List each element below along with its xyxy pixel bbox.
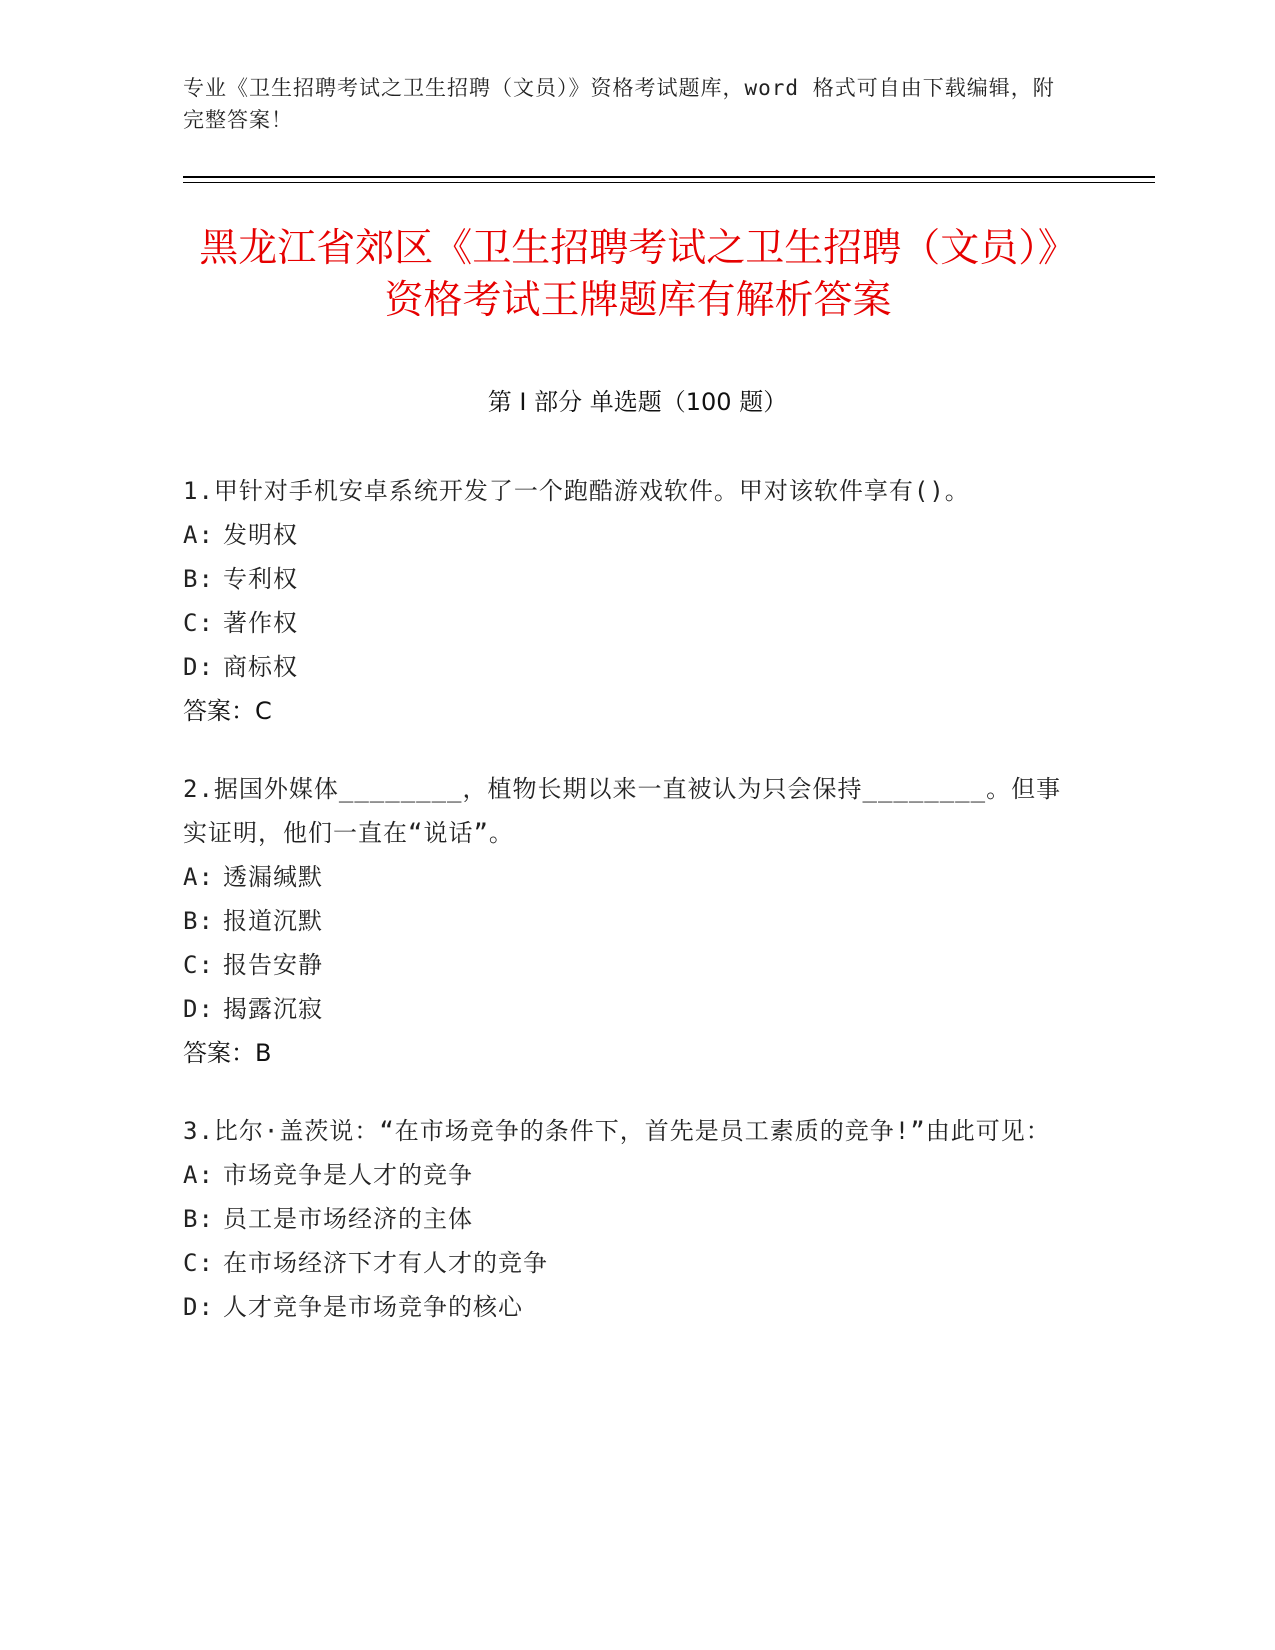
document-title: 黑龙江省郊区《卫生招聘考试之卫生招聘（文员）》资格考试王牌题库有解析答案: [199, 226, 1077, 323]
answer-line: 答案：C: [183, 697, 272, 725]
option-b: [183, 899, 1073, 943]
option-b: [183, 557, 1073, 601]
option-text: 人才竞争是市场竞争的核心: [223, 1293, 523, 1321]
option-c: [183, 943, 1073, 987]
option-key: D:: [183, 1293, 214, 1321]
option-d: [183, 645, 1073, 689]
option-a: [183, 855, 1073, 899]
option-d: [183, 1285, 1073, 1329]
option-key: B:: [183, 1205, 214, 1233]
option-text: 透漏缄默: [223, 863, 323, 891]
option-key: A:: [183, 863, 214, 891]
question-stem: 2.据国外媒体________，植物长期以来一直被认为只会保持________。但事实证明，他们一直在“说话”。: [183, 775, 1062, 847]
header-note: 专业《卫生招聘考试之卫生招聘（文员）》资格考试题库，word 格式可自由下载编辑，附完整答案！: [183, 76, 1055, 132]
option-key: C:: [183, 609, 214, 637]
option-key: B:: [183, 565, 214, 593]
section-title: 第 I 部分 单选题（100 题）: [487, 388, 788, 416]
option-text: 发明权: [223, 521, 298, 549]
option-text: 市场竞争是人才的竞争: [223, 1161, 473, 1189]
option-key: C:: [183, 951, 214, 979]
option-b: [183, 1197, 1073, 1241]
header-divider-thick: [183, 176, 1155, 178]
option-text: 在市场经济下才有人才的竞争: [223, 1249, 548, 1277]
option-key: C:: [183, 1249, 214, 1277]
option-text: 揭露沉寂: [223, 995, 323, 1023]
option-a: [183, 1153, 1073, 1197]
option-key: B:: [183, 907, 214, 935]
option-key: A:: [183, 521, 214, 549]
question-stem: 1.甲针对手机安卓系统开发了一个跑酷游戏软件。甲对该软件享有()。: [183, 477, 970, 505]
option-c: [183, 1241, 1073, 1285]
question-2: [183, 767, 1073, 1075]
option-text: 员工是市场经济的主体: [223, 1205, 473, 1233]
option-text: 商标权: [223, 653, 298, 681]
option-text: 报告安静: [223, 951, 323, 979]
answer-line: 答案：B: [183, 1039, 272, 1067]
option-key: D:: [183, 995, 214, 1023]
option-d: [183, 987, 1073, 1031]
header-divider-thin: [183, 182, 1155, 183]
option-text: 著作权: [223, 609, 298, 637]
option-a: [183, 513, 1073, 557]
option-c: [183, 601, 1073, 645]
option-text: 报道沉默: [223, 907, 323, 935]
question-1: [183, 469, 1073, 733]
question-stem: 3.比尔·盖茨说：“在市场竞争的条件下，首先是员工素质的竞争!”由此可见：: [183, 1117, 1051, 1145]
question-list: [183, 469, 1073, 1363]
option-text: 专利权: [223, 565, 298, 593]
option-key: A:: [183, 1161, 214, 1189]
question-3: [183, 1109, 1073, 1329]
option-key: D:: [183, 653, 214, 681]
